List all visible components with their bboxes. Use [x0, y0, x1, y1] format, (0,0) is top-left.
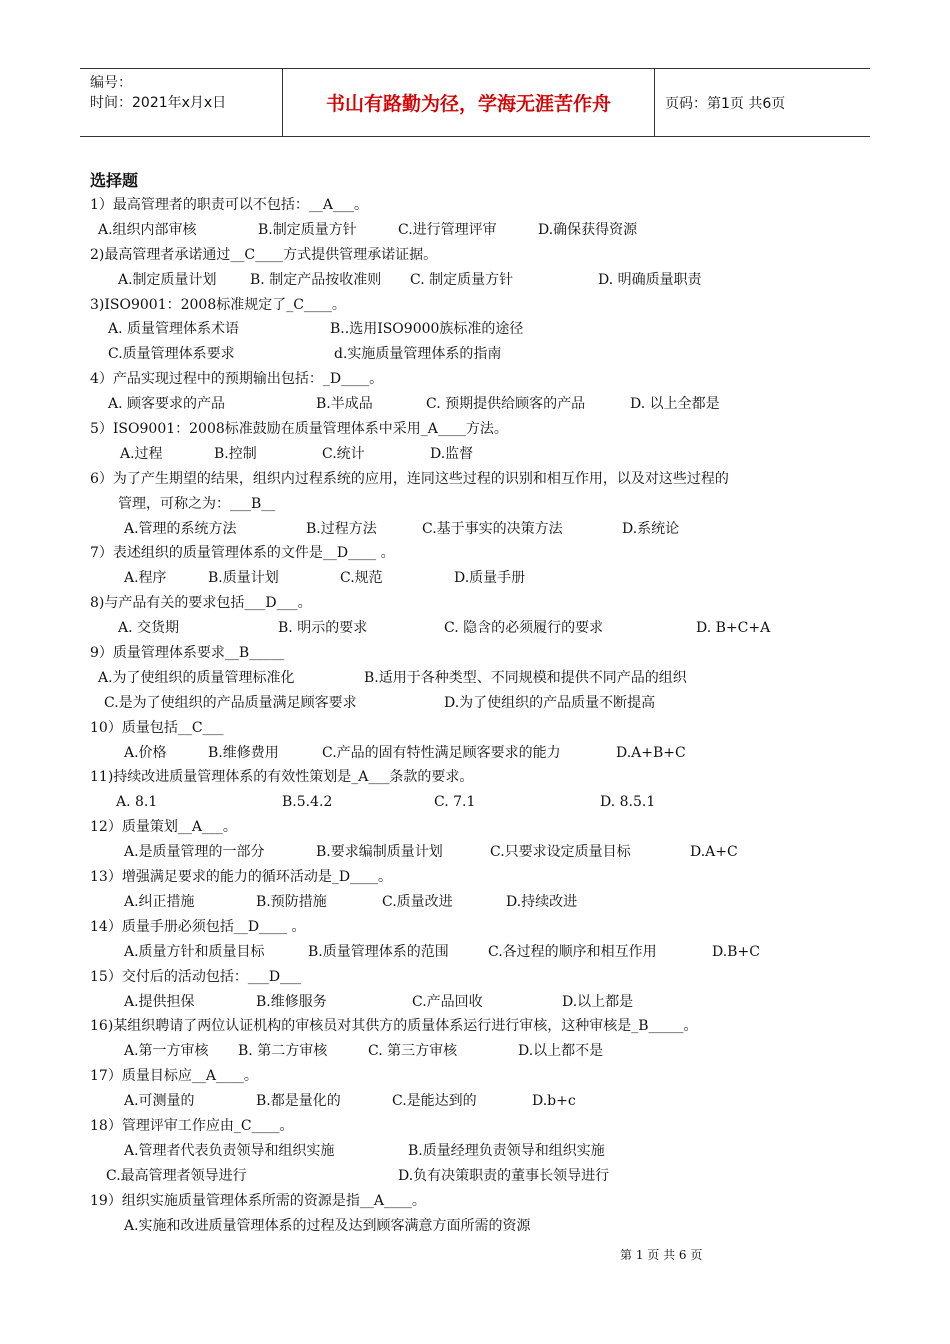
- page-header: [80, 68, 870, 137]
- question-stem: 17）质量目标应__A____。: [90, 1068, 258, 1085]
- question-stem: 18）管理评审工作应由_C____。: [90, 1117, 294, 1134]
- option: C.各过程的顺序和相互作用: [488, 943, 657, 960]
- option: B. 制定产品按收准则: [250, 271, 382, 288]
- option: C.最高管理者领导进行: [106, 1167, 247, 1184]
- option: B.过程方法: [306, 520, 377, 537]
- option: A. 顾客要求的产品: [108, 396, 226, 413]
- option-row: [90, 317, 870, 342]
- option: C. 第三方审核: [368, 1043, 458, 1060]
- option: A.程序: [124, 570, 167, 587]
- option: A.可测量的: [124, 1093, 195, 1110]
- question-stem: 12）质量策划__A___。: [90, 819, 237, 836]
- option: A.价格: [124, 744, 167, 761]
- option: D.负有决策职责的董事长领导进行: [398, 1167, 610, 1184]
- option: A.提供担保: [124, 993, 195, 1010]
- option: B. 第二方审核: [238, 1043, 328, 1060]
- option-row: [90, 990, 870, 1015]
- option-row: [90, 1214, 870, 1239]
- option-row: [90, 218, 870, 243]
- option: B.控制: [214, 445, 257, 462]
- option: C.产品回收: [412, 993, 483, 1010]
- question-stem: 14）质量手册必须包括__D____ 。: [90, 918, 306, 935]
- option: C.统计: [322, 445, 365, 462]
- option: B.半成品: [316, 396, 373, 413]
- question-stem: 11)持续改进质量管理体系的有效性策划是_A___条款的要求。: [90, 769, 474, 786]
- option-row: [90, 268, 870, 293]
- option: D.系统论: [622, 520, 680, 537]
- option: B.要求编制质量计划: [316, 844, 443, 861]
- option-row: [90, 566, 870, 591]
- option: A. 交货期: [118, 620, 180, 637]
- option: B..选用ISO9000族标准的途径: [330, 321, 524, 338]
- option: D. 明确质量职责: [598, 271, 702, 288]
- option: D.A+B+C: [616, 744, 686, 761]
- question-stem: 6）为了产生期望的结果，组织内过程系统的应用，连同这些过程的识别和相互作用，以及对这些过程的: [90, 470, 729, 487]
- question-stem: 9）质量管理体系要求__B_____: [90, 645, 285, 662]
- option: C.进行管理评审: [398, 221, 497, 238]
- question-stem: 4）产品实现过程中的预期输出包括：_D____。: [90, 371, 384, 388]
- option: C.基于事实的决策方法: [422, 520, 563, 537]
- option-row: [90, 1089, 870, 1114]
- option-row: [90, 1039, 870, 1064]
- option: B.质量经理负责领导和组织实施: [408, 1142, 605, 1159]
- option: C.质量改进: [382, 893, 453, 910]
- option-row: [90, 840, 870, 865]
- option: C. 7.1: [434, 794, 476, 811]
- option: D. 8.5.1: [600, 794, 656, 811]
- question-stem: 16)某组织聘请了两位认证机构的审核员对其供方的质量体系运行进行审核，这种审核是_B_____。: [90, 1018, 698, 1035]
- option-row: [90, 741, 870, 766]
- option: D.b+c: [532, 1093, 576, 1110]
- option: B.维修费用: [208, 744, 279, 761]
- option: A.管理者代表负责领导和组织实施: [124, 1142, 335, 1159]
- option-row: [90, 666, 870, 691]
- question-stem: 7）表述组织的质量管理体系的文件是__D____ 。: [90, 545, 395, 562]
- page-footer: 第 1 页 共 6 页: [620, 1248, 703, 1262]
- option: D.监督: [430, 445, 474, 462]
- date-line: 时间：2021年x月x日: [90, 95, 227, 111]
- option: A.是质量管理的一部分: [124, 844, 265, 861]
- option: B.都是量化的: [256, 1093, 341, 1110]
- option: D. B+C+A: [696, 620, 771, 637]
- option: D.为了使组织的产品质量不断提高: [444, 694, 656, 711]
- option: D.质量手册: [454, 570, 526, 587]
- section-title: 选择题: [90, 171, 139, 190]
- option: C. 预期提供给顾客的产品: [426, 396, 586, 413]
- option: A.纠正措施: [124, 893, 195, 910]
- option: d.实施质量管理体系的指南: [334, 346, 502, 363]
- header-info-cell: [80, 69, 282, 136]
- option-row: [90, 1164, 870, 1189]
- option-row: [90, 940, 870, 965]
- option-row: [90, 517, 870, 542]
- option: D.以上都不是: [518, 1043, 604, 1060]
- option: C.产品的固有特性满足顾客要求的能力: [322, 744, 561, 761]
- option-row: [90, 790, 870, 815]
- option: A.制定质量计划: [118, 271, 217, 288]
- option: A.第一方审核: [124, 1043, 209, 1060]
- question-stem: 3)ISO9001：2008标准规定了_C____。: [90, 296, 346, 313]
- option: A.实施和改进质量管理体系的过程及达到顾客满意方面所需的资源: [124, 1217, 531, 1234]
- option: C. 隐含的必须履行的要求: [444, 620, 604, 637]
- option: B.质量计划: [208, 570, 279, 587]
- option-row: [90, 890, 870, 915]
- option: B. 明示的要求: [278, 620, 368, 637]
- option: B.适用于各种类型、不同规模和提供不同产品的组织: [364, 669, 687, 686]
- serial-label: 编号：: [90, 75, 132, 91]
- option: B.5.4.2: [282, 794, 333, 811]
- option-row: [90, 691, 870, 716]
- option: B.质量管理体系的范围: [308, 943, 449, 960]
- option: D. 以上全都是: [630, 396, 720, 413]
- option: C.是为了使组织的产品质量满足顾客要求: [104, 694, 357, 711]
- header-page-info: 页码：第1页 共6页: [665, 95, 786, 112]
- option-row: [90, 1139, 870, 1164]
- question-stem: 10）质量包括__C___: [90, 719, 224, 736]
- option: C.是能达到的: [392, 1093, 477, 1110]
- question-stem-continued: 管理，可称之为：___B__: [118, 495, 276, 512]
- option: A. 质量管理体系术语: [108, 321, 240, 338]
- option: A.组织内部审核: [98, 221, 197, 238]
- header-motto: 书山有路勤为径，学海无涯苦作舟: [282, 69, 655, 136]
- question-stem: 19）组织实施质量管理体系所需的资源是指__A____。: [90, 1192, 426, 1209]
- option-row: [90, 442, 870, 467]
- question-stem: 8)与产品有关的要求包括___D___。: [90, 595, 312, 612]
- option: B.预防措施: [256, 893, 327, 910]
- option: D.以上都是: [562, 993, 634, 1010]
- question-stem: 5）ISO9001：2008标准鼓励在质量管理体系中采用_A____方法。: [90, 421, 508, 438]
- option: D.B+C: [712, 943, 760, 960]
- option: B.制定质量方针: [258, 221, 357, 238]
- option: A.管理的系统方法: [124, 520, 237, 537]
- option: B.维修服务: [256, 993, 327, 1010]
- option: D.确保获得资源: [538, 221, 638, 238]
- option-row: [90, 392, 870, 417]
- option-row: [90, 616, 870, 641]
- option-row: [90, 342, 870, 367]
- question-stem: 13）增强满足要求的能力的循环活动是_D____。: [90, 869, 393, 886]
- option: C.规范: [340, 570, 383, 587]
- question-stem: 1）最高管理者的职责可以不包括：__A___。: [90, 197, 369, 213]
- option: D.持续改进: [506, 893, 578, 910]
- option: C. 制定质量方针: [410, 271, 514, 288]
- question-stem: 2)最高管理者承诺通过__C____方式提供管理承诺证据。: [90, 246, 438, 263]
- option: C.质量管理体系要求: [108, 346, 235, 363]
- question-stem: 15）交付后的活动包括：___D___: [90, 968, 302, 985]
- option: A.为了使组织的质量管理标准化: [98, 669, 295, 686]
- option: D.A+C: [690, 844, 738, 861]
- option: C.只要求设定质量目标: [490, 844, 631, 861]
- option: A.质量方针和质量目标: [124, 943, 265, 960]
- question-content: [90, 168, 870, 1238]
- option: A. 8.1: [116, 794, 158, 811]
- option: A.过程: [120, 445, 163, 462]
